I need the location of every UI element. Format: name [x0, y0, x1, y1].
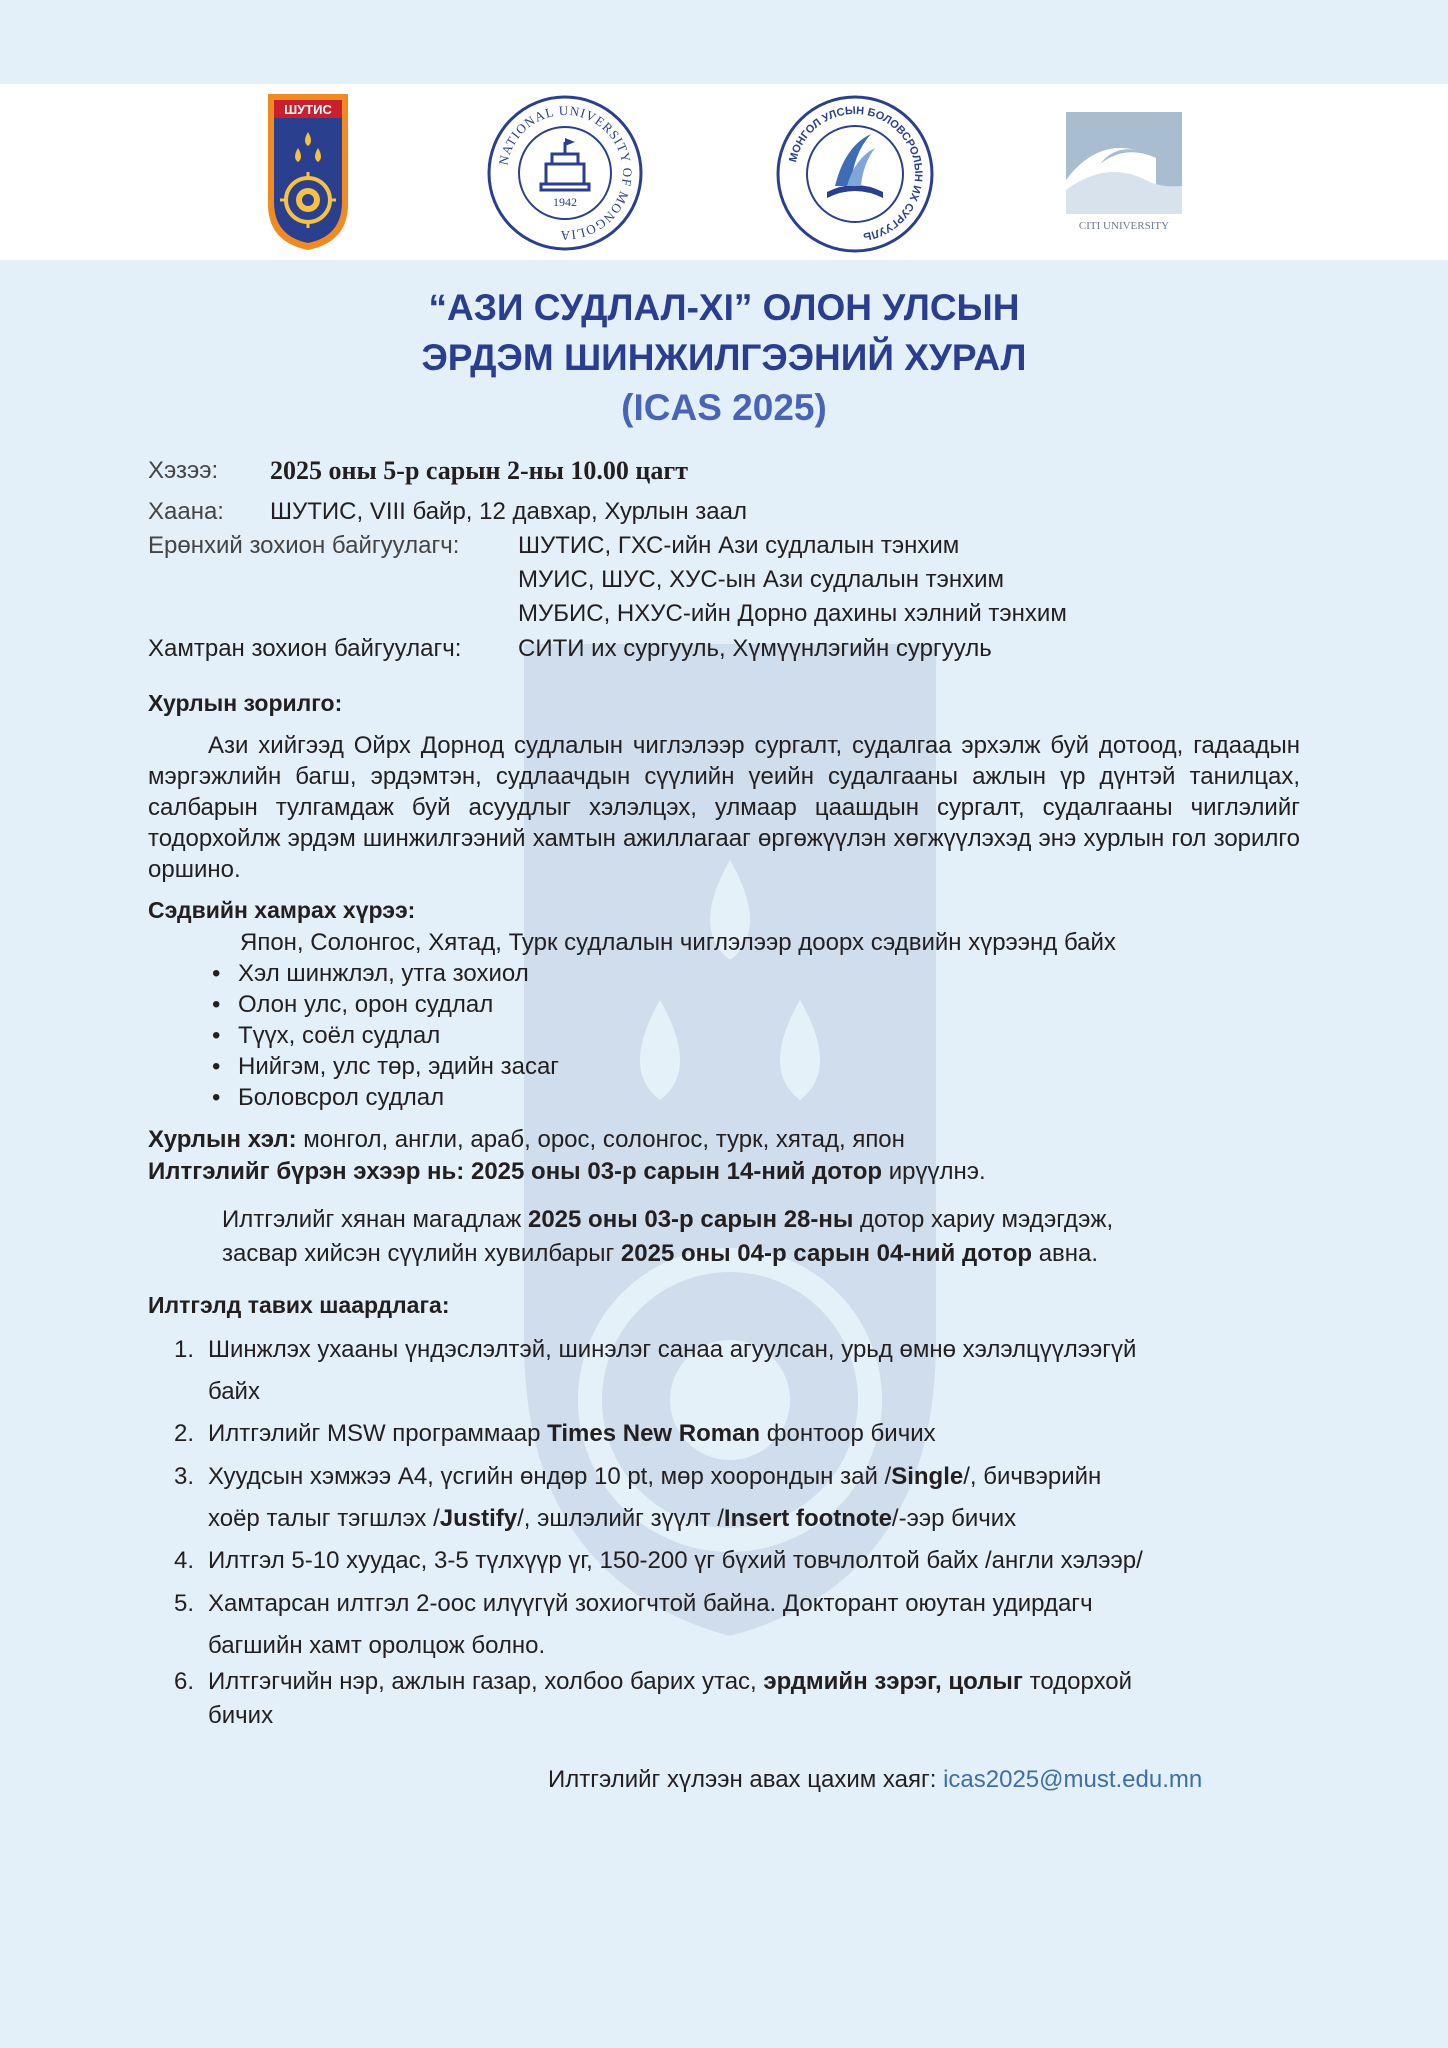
contact-label: Илтгэлийг хүлээн авах цахим хаяг:	[548, 1766, 944, 1793]
deadline-line	[148, 1156, 986, 1188]
where-label: Хаана:	[148, 498, 224, 525]
title-line-2: ЭРДЭМ ШИНЖИЛГЭЭНИЙ ХУРАЛ	[421, 337, 1027, 378]
requirement-3-text-2: хоёр талыг тэгшлэх /	[208, 1505, 440, 1532]
contact-email-link[interactable]: icas2025@must.edu.mn	[943, 1766, 1203, 1793]
title-line-1: “АЗИ СУДЛАЛ-XI” ОЛОН УЛСЫН	[428, 287, 1020, 328]
review-text-1a: Илтгэлийг хянан магадлаж	[222, 1206, 528, 1233]
requirement-2-tail: фонтоор бичих	[760, 1420, 936, 1447]
review-line-2	[222, 1238, 1098, 1270]
title-line-3: (ICAS 2025)	[621, 387, 827, 428]
organizer-value-3: МУБИС, НХУС-ийн Дорно дахины хэлний тэнхим	[518, 600, 1067, 627]
review-text-1c: дотор хариу мэдэгдэж,	[853, 1206, 1114, 1233]
requirement-4-number: 4.	[174, 1547, 195, 1574]
organizer-label: Ерөнхий зохион байгуулагч:	[148, 532, 460, 559]
scope-item-5: • Боловсрол судлал	[238, 1082, 444, 1113]
requirement-5-text: Хамтарсан илтгэл 2-оос илүүгүй зохиогчтой байна. Докторант оюутан удирдагч	[208, 1590, 1093, 1617]
requirement-1-number: 1.	[174, 1336, 195, 1363]
goal-heading: Хурлын зорилго:	[148, 690, 343, 716]
scope-item-2: • Олон улс, орон судлал	[238, 989, 493, 1020]
requirement-6-tail: тодорхой	[1022, 1668, 1133, 1695]
scope-item-4: • Нийгэм, улс төр, эдийн засаг	[238, 1051, 559, 1082]
requirements-heading: Илтгэлд тавих шаардлага:	[148, 1292, 450, 1318]
requirement-3-tail: /, бичвэрийн	[963, 1463, 1102, 1490]
requirement-2-font: Times New Roman	[547, 1420, 761, 1447]
languages-label: Хурлын хэл:	[148, 1126, 297, 1153]
requirement-6-text: Илтгэгчийн нэр, ажлын газар, холбоо барих утас,	[208, 1668, 764, 1695]
review-date-2: 2025 оны 04-р сарын 04-ний дотор	[620, 1240, 1033, 1267]
when-label: Хэзээ:	[148, 457, 219, 484]
logo-band	[0, 84, 1448, 260]
review-text-2a: засвар хийсэн сүүлийн хувилбарыг	[222, 1240, 621, 1267]
review-text-2c: авна.	[1032, 1240, 1099, 1267]
co-organizer-label: Хамтран зохион байгуулагч:	[148, 635, 462, 662]
organizer-value-2: МУИС, ШУС, ХУС-ын Ази судлалын тэнхим	[518, 566, 1005, 593]
requirement-3-footnote: Insert footnote	[723, 1505, 892, 1532]
contact-line	[548, 1764, 1202, 1796]
requirement-3-text-4: /-ээр бичих	[891, 1505, 1017, 1532]
deadline-suffix: ирүүлнэ.	[882, 1158, 986, 1185]
requirement-1-text-2: байх	[208, 1378, 260, 1405]
scope-item-3: • Түүх, соёл судлал	[238, 1020, 440, 1051]
when-value: 2025 оны 5-р сарын 2-ны 10.00 цагт	[270, 456, 688, 485]
review-date-1: 2025 оны 03-р сарын 28-ны	[527, 1206, 854, 1233]
deadline-label: Илтгэлийг бүрэн эхээр нь: 2025 оны 03-р сарын 14-ний дотор	[148, 1158, 883, 1185]
organizer-value-1: ШУТИС, ГХС-ийн Ази судлалын тэнхим	[518, 532, 960, 559]
scope-heading: Сэдвийн хамрах хүрээ:	[148, 897, 416, 923]
requirement-1-text: Шинжлэх ухааны үндэслэлтэй, шинэлэг санаа агуулсан, урьд өмнө хэлэлцүүлээгүй	[208, 1336, 1137, 1363]
review-line-1	[222, 1204, 1113, 1236]
co-organizer-value: СИТИ их сургууль, Хүмүүнлэгийн сургууль	[518, 635, 992, 662]
languages-line	[148, 1124, 905, 1156]
scope-intro: Япон, Солонгос, Хятад, Турк судлалын чиглэлээр доорх сэдвийн хүрээнд байх	[240, 929, 1116, 956]
requirement-3-single: Single	[891, 1463, 964, 1490]
requirement-5-text-2: багшийн хамт оролцож болно.	[208, 1632, 546, 1659]
requirement-3-text: Хуудсын хэмжээ А4, үсгийн өндөр 10 pt, мөр хоорондын зай /	[208, 1463, 892, 1490]
requirement-2-text: Илтгэлийг MSW программаар	[208, 1420, 548, 1447]
requirement-4-text: Илтгэл 5-10 хуудас, 3-5 түлхүүр үг, 150-200 үг бүхий товчлолтой байх /англи хэлээр/	[208, 1547, 1143, 1574]
requirement-6-degree: эрдмийн зэрэг, цолыг	[763, 1668, 1023, 1695]
languages-value: монгол, англи, араб, орос, солонгос, турк, хятад, япон	[296, 1126, 905, 1153]
must-logo-text: ШУТИС	[284, 102, 332, 117]
scope-item-1: • Хэл шинжлэл, утга зохиол	[238, 958, 529, 989]
citi-wave-logo	[1064, 110, 1184, 232]
msue-ring-text: МОНГОЛ УЛСЫН БОЛОВСРОЛЫН ИХ СУРГУУЛЬ	[787, 104, 925, 243]
requirement-2-number: 2.	[174, 1420, 195, 1447]
num-seal-logo	[486, 94, 644, 252]
requirement-6-number: 6.	[174, 1668, 195, 1695]
goal-paragraph: Ази хийгээд Ойрх Дорнод судлалын чиглэлээр сургалт, судалгаа эрхэлж буй дотоод, гадаадын мэргэжлийн багш, эрдэмтэн, судлаачдын сүүлийн үеийн судалгааны ажлын үр дүнтэй танилцах, салбарын тулгамдаж буй асуудлыг хэлэлцэх, улмаар цаашдын сургалт, судалгааны чиглэлийг тодорхойлж эрдэм шинжилгээний хамтын ажиллагааг өргөжүүлэн хөгжүүлэхэд энэ хурлын гол зорилго оршино.	[148, 732, 1300, 883]
num-ring-text: NATIONAL UNIVERSITY OF MONGOLIA	[495, 102, 636, 244]
requirement-3-justify: Justify	[439, 1505, 518, 1532]
requirement-6-text-2: бичих	[208, 1702, 274, 1729]
num-year: 1942	[553, 195, 577, 209]
citi-logo-text: CITI UNIVERSITY	[1078, 220, 1170, 232]
requirement-5-number: 5.	[174, 1590, 195, 1617]
where-value: ШУТИС, VIII байр, 12 давхар, Хурлын заал	[270, 498, 747, 525]
must-shield-logo	[266, 92, 350, 252]
requirement-3-text-3: /, эшлэлийг зүүлт /	[517, 1505, 724, 1532]
msue-seal-logo	[775, 94, 935, 254]
requirement-3-number: 3.	[174, 1463, 195, 1490]
